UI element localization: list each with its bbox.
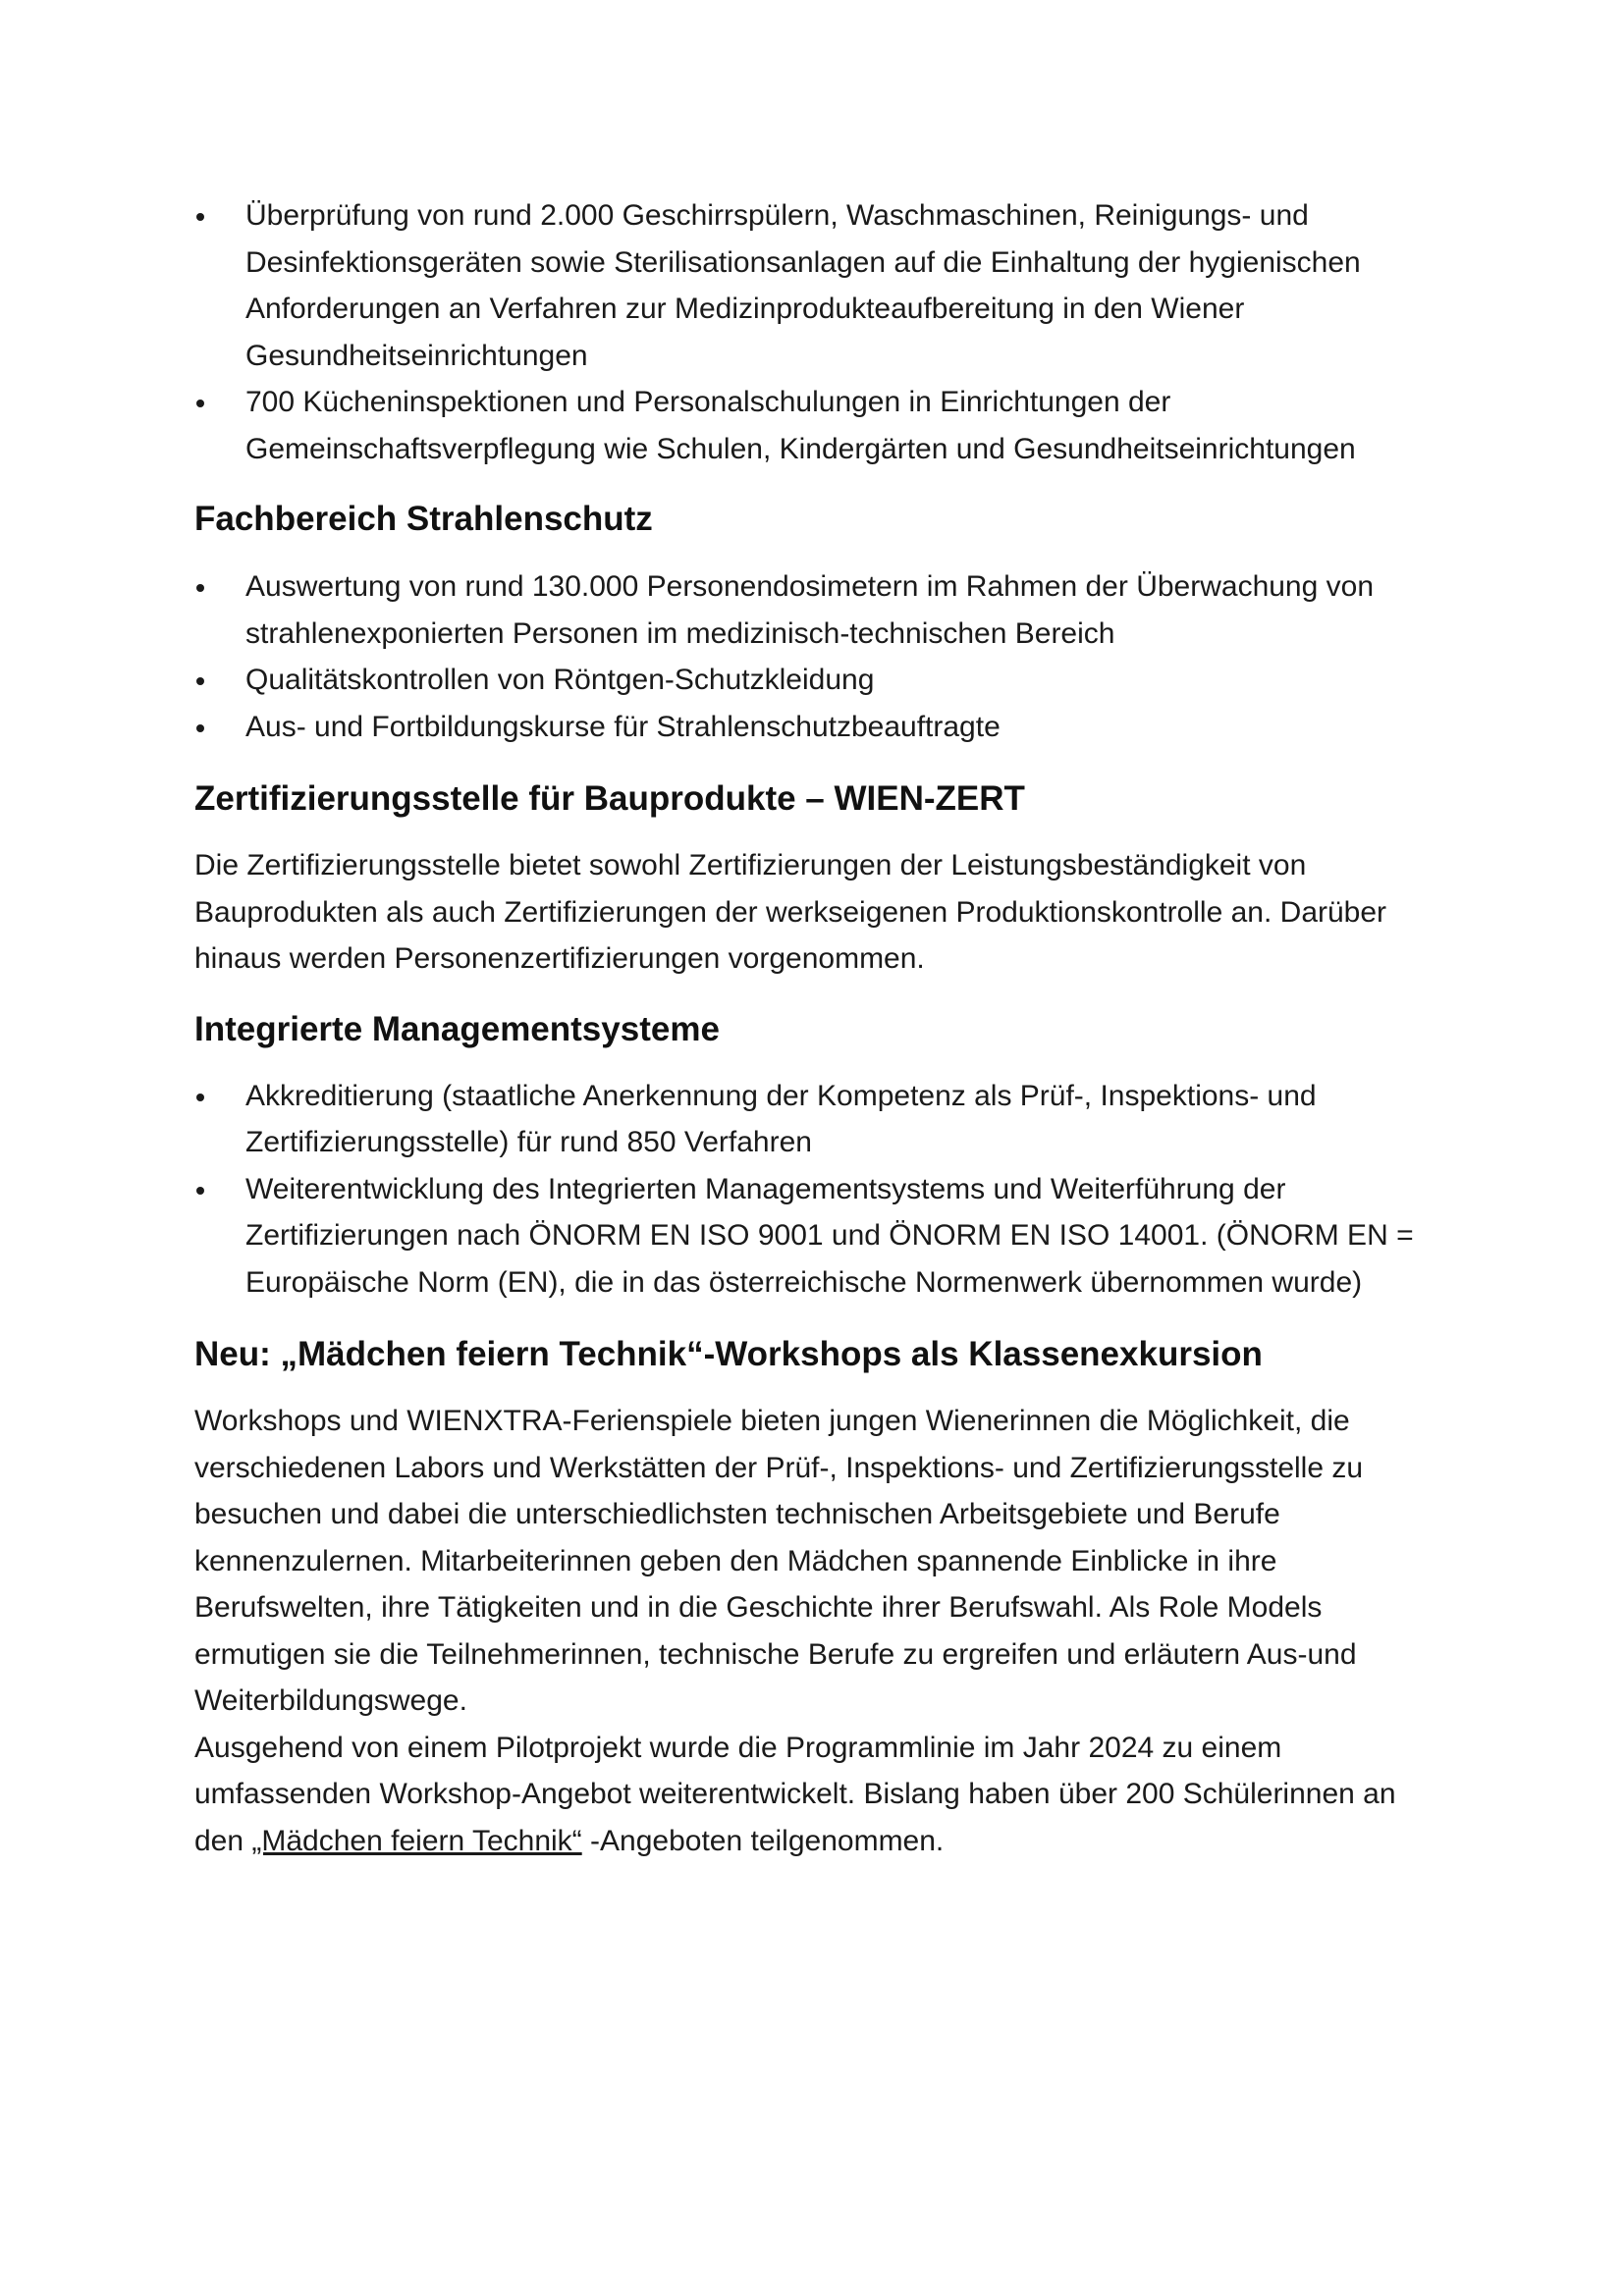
list-item: Qualitätskontrollen von Röntgen-Schutzkleidung bbox=[194, 657, 1439, 704]
list-item: 700 Kücheninspektionen und Personalschulungen in Einrichtungen der Gemeinschaftsverpflegung wie Schulen, Kindergärten und Gesundheitseinrichtungen bbox=[194, 379, 1439, 472]
paragraph-text: -Angeboten teilgenommen. bbox=[581, 1824, 945, 1857]
heading-wien-zert: Zertifizierungsstelle für Bauprodukte – WIEN-ZERT bbox=[194, 779, 1025, 818]
document-page bbox=[194, 192, 1439, 1864]
list-item: Überprüfung von rund 2.000 Geschirrspülern, Waschmaschinen, Reinigungs- und Desinfektionsgeräten sowie Sterilisationsanlagen auf die Einhaltung der hygienischen Anforderungen an Verfahren zur Medizinprodukteaufbereitung in den Wiener Gesundheitseinrichtungen bbox=[194, 192, 1439, 379]
heading-management: Integrierte Managementsysteme bbox=[194, 1009, 720, 1048]
list-item: Akkreditierung (staatliche Anerkennung der Kompetenz als Prüf-, Inspektions- und Zertifizierungsstelle) für rund 850 Verfahren bbox=[194, 1073, 1439, 1166]
list-item: Auswertung von rund 130.000 Personendosimetern im Rahmen der Überwachung von strahlenexponierten Personen im medizinisch-technischen Bereich bbox=[194, 563, 1439, 657]
management-list bbox=[194, 1073, 1439, 1307]
paragraph-wien-zert: Die Zertifizierungsstelle bietet sowohl Zertifizierungen der Leistungsbeständigkeit von Bauprodukten als auch Zertifizierungen der werkseigenen Produktionskontrolle an. Darüber hinaus werden Personenzertifizierungen vorgenommen. bbox=[194, 849, 1387, 975]
strahlenschutz-list bbox=[194, 563, 1439, 750]
paragraph-maedchen-2 bbox=[194, 1725, 1439, 1865]
hygiene-list bbox=[194, 192, 1439, 472]
paragraph-maedchen-1: Workshops und WIENXTRA-Ferienspiele bieten jungen Wienerinnen die Möglichkeit, die verschiedenen Labors und Werkstätten der Prüf-, Inspektions- und Zertifizierungsstelle zu besuchen und dabei die unterschiedlichsten technischen Arbeitsgebiete und Berufe kennenzulernen. Mitarbeiterinnen geben den Mädchen spannende Einblicke in ihre Berufswelten, ihre Tätigkeiten und in die Geschichte ihrer Berufswahl. Als Role Models ermutigen sie die Teilnehmerinnen, technische Berufe zu ergreifen und erläutern Aus-und Weiterbildungswege. bbox=[194, 1405, 1364, 1717]
list-item: Aus- und Fortbildungskurse für Strahlenschutzbeauftragte bbox=[194, 704, 1439, 751]
list-item: Weiterentwicklung des Integrierten Managementsystems und Weiterführung der Zertifizierungen nach ÖNORM EN ISO 9001 und ÖNORM EN ISO 14001. (ÖNORM EN = Europäische Norm (EN), die in das österreichische Normenwerk übernommen wurde) bbox=[194, 1166, 1439, 1307]
heading-maedchen-technik: Neu: „Mädchen feiern Technik“-Workshops als Klassenexkursion bbox=[194, 1335, 1263, 1373]
maedchen-feiern-technik-link[interactable]: „Mädchen feiern Technik“ bbox=[251, 1824, 582, 1857]
paragraph-text: Ausgehend von einem Pilotprojekt wurde die Programmlinie im Jahr 2024 zu einem umfassenden Workshop-Angebot weiterentwickelt. Bislang haben über 200 Schülerinnen an den bbox=[194, 1731, 1396, 1857]
heading-strahlenschutz: Fachbereich Strahlenschutz bbox=[194, 500, 653, 538]
